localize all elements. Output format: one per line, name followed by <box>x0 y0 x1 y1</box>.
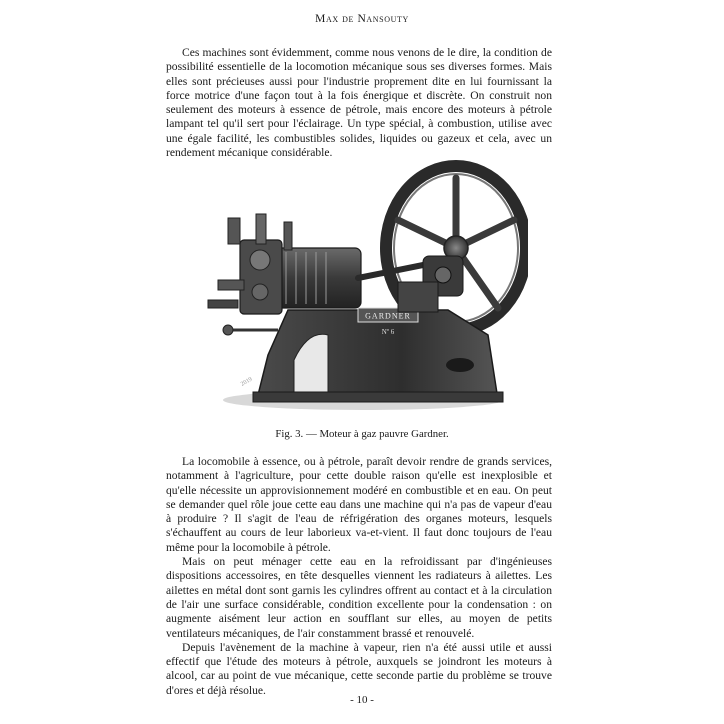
model-number: Nº 6 <box>381 328 395 336</box>
figure-caption: Fig. 3. — Moteur à gaz pauvre Gardner. <box>275 428 449 440</box>
running-header: Max de Nansouty <box>315 13 409 25</box>
paragraph: Depuis l'avènement de la machine à vapeur, rien n'a été aussi utile et aussi effectif que l'étude des moteurs à pétrole, auxquels se joindront les moteurs à alcool, car au point de vue mécanique, cette seconde partie du problème se trouve d'ores et déjà résolue. <box>166 640 552 697</box>
text-block-bottom <box>166 455 552 698</box>
paragraph: Ces machines sont évidemment, comme nous venons de le dire, la condition de possibilité essentielle de la locomotion mécanique sous ses diverses formes. Mais elles sont précieuses aussi pour l'industrie proprement dite en lui fournissant la force motrice d'une façon tout à la fois énergique et discrète. On construit non seulement des moteurs à essence de pétrole, mais encore des moteurs à pétrole lampant tel qu'il sert pour l'éclairage. Un type spécial, à combustion, utilise avec une égale facilité, les combustibles solides, liquides ou gazeux et cela, avec un rendement mécanique considérable. <box>166 46 552 160</box>
cylinder <box>276 248 361 308</box>
name-plate-text: GARDNER <box>365 311 411 321</box>
engine-illustration <box>198 160 528 422</box>
paragraph: Mais on peut ménager cette eau en la refroidissant par d'ingénieuses dispositions accessoires, en tête desquelles viennent les radiateurs à ailettes. Les ailettes en métal dont sont garnis les cylindres offrent au contact et à la circulation de l'air une surface considérable, condition excellente pour la condensation : on augmente aisément leur action en soufflant sur elles, au moyen de petits ventilateurs mécaniques, de l'air constamment brassé et renouvelé. <box>166 555 552 640</box>
paragraph: La locomobile à essence, ou à pétrole, paraît devoir rendre de grands services, notamment à l'agriculture, pour cette double raison qu'elle est inexplosible et qu'elle nécessite un approvisionnement modéré en combustible et en eau. On peut se demander quel rôle joue cette eau dans une machine qui n'a pas de vapeur d'eau à produire ? Il s'agit de l'eau de réfrigération des organes moteurs, lesquels s'échauffent au cours de leur laborieux va-et-vient. Il faut donc toujours de l'eau même pour la locomobile à pétrole. <box>166 455 552 554</box>
text-block-top <box>166 46 552 160</box>
engraver-mark: 2019 <box>240 376 254 388</box>
page-number: - 10 - <box>350 694 374 706</box>
